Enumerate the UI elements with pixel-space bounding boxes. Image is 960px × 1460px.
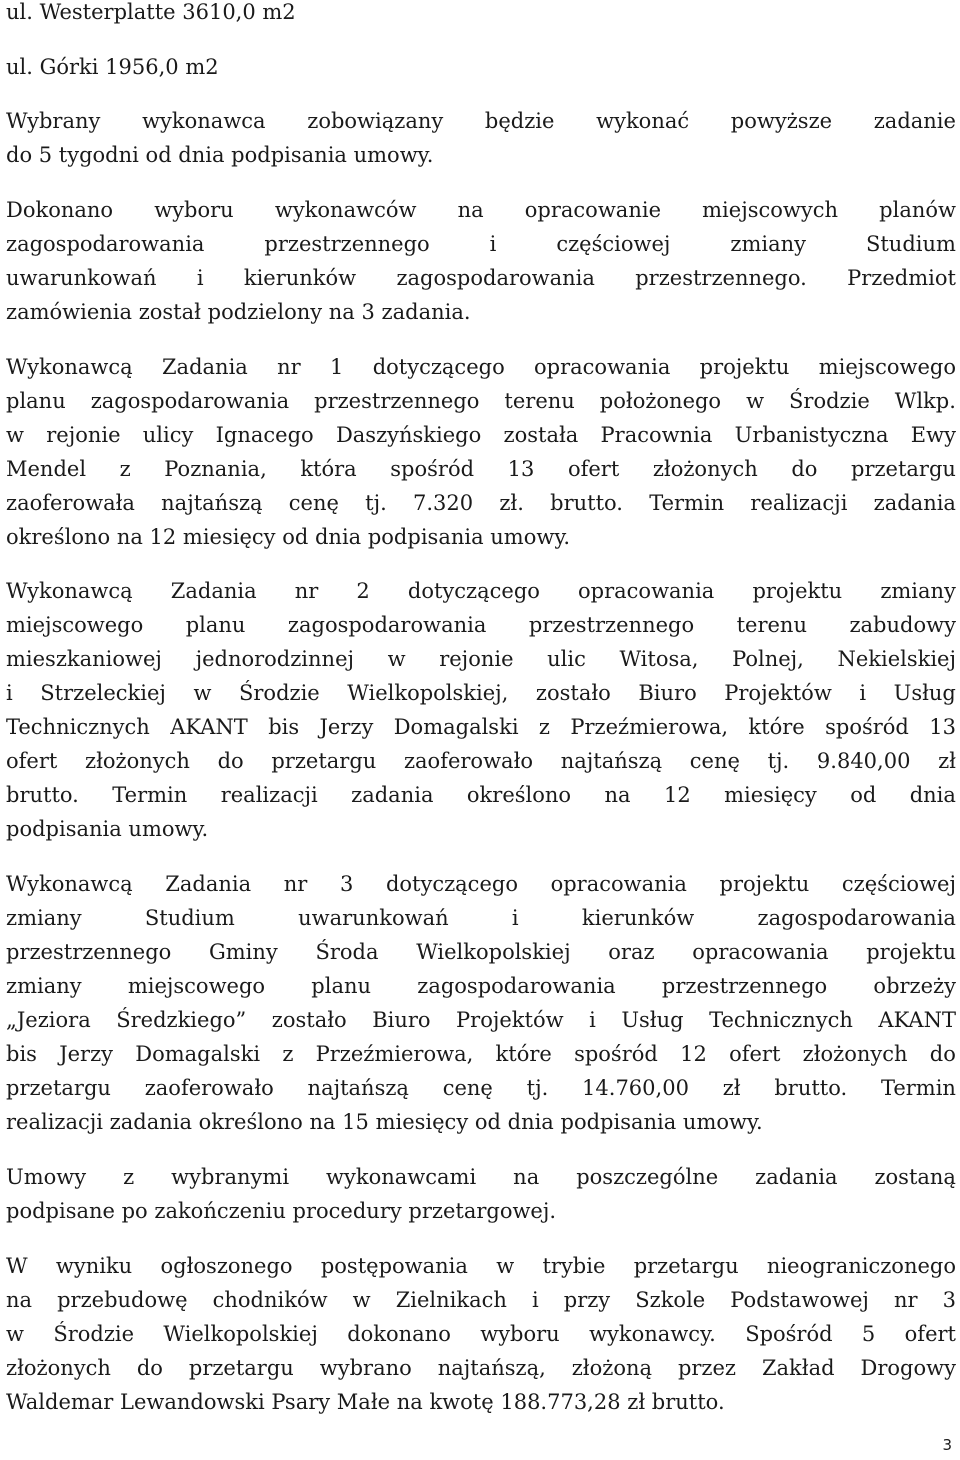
text-line: Umowy z wybranymi wykonawcami na poszczególne zadania zostaną <box>6 1165 956 1189</box>
text-line: W wyniku ogłoszonego postępowania w trybie przetargu nieograniczonego <box>6 1254 956 1278</box>
text-line: ofert złożonych do przetargu zaoferowało najtańszą cenę tj. 9.840,00 zł <box>6 749 956 773</box>
paragraph-8 <box>6 1160 956 1228</box>
text-line: miejscowego planu zagospodarowania przestrzennego terenu zabudowy <box>6 613 956 637</box>
paragraph-7 <box>6 867 956 1139</box>
text-line: podpisane po zakończeniu procedury przetargowej. <box>6 1199 557 1223</box>
text-line: Wykonawcą Zadania nr 1 dotyczącego opracowania projektu miejscowego <box>6 355 956 379</box>
paragraph-9 <box>6 1249 956 1419</box>
text-line: Wykonawcą Zadania nr 2 dotyczącego opracowania projektu zmiany <box>6 579 956 603</box>
text-line: ul. Westerplatte 3610,0 m2 <box>6 0 296 24</box>
paragraph-2 <box>6 50 956 84</box>
text-line: na przebudowę chodników w Zielnikach i przy Szkole Podstawowej nr 3 <box>6 1288 956 1312</box>
text-line: brutto. Termin realizacji zadania określono na 12 miesięcy od dnia <box>6 783 956 807</box>
paragraph-1 <box>6 0 956 29</box>
text-line: bis Jerzy Domagalski z Przeźmierowa, które spośród 12 ofert złożonych do <box>6 1042 956 1066</box>
text-line: Wybrany wykonawca zobowiązany będzie wykonać powyższe zadanie <box>6 109 956 133</box>
text-line: określono na 12 miesięcy od dnia podpisania umowy. <box>6 525 571 549</box>
text-line: i Strzeleckiej w Środzie Wielkopolskiej, zostało Biuro Projektów i Usług <box>6 681 956 705</box>
text-line: w Środzie Wielkopolskiej dokonano wyboru wykonawcy. Spośród 5 ofert <box>6 1322 956 1346</box>
text-line: do 5 tygodni od dnia podpisania umowy. <box>6 143 434 167</box>
text-line: przestrzennego Gminy Środa Wielkopolskiej oraz opracowania projektu <box>6 940 956 964</box>
text-line: „Jeziora Średzkiego” zostało Biuro Projektów i Usług Technicznych AKANT <box>6 1008 956 1032</box>
text-line: mieszkaniowej jednorodzinnej w rejonie ulic Witosa, Polnej, Nekielskiej <box>6 647 956 671</box>
paragraph-3 <box>6 104 956 172</box>
page-number: 3 <box>942 1436 952 1454</box>
paragraph-5 <box>6 350 956 554</box>
text-line: zmiany Studium uwarunkowań i kierunków zagospodarowania <box>6 906 956 930</box>
text-line: ul. Górki 1956,0 m2 <box>6 55 219 79</box>
text-line: zaoferowała najtańszą cenę tj. 7.320 zł. brutto. Termin realizacji zadania <box>6 491 956 515</box>
text-line: Dokonano wyboru wykonawców na opracowanie miejscowych planów <box>6 198 956 222</box>
text-line: Wykonawcą Zadania nr 3 dotyczącego opracowania projektu częściowej <box>6 872 956 896</box>
text-line: realizacji zadania określono na 15 miesięcy od dnia podpisania umowy. <box>6 1110 763 1134</box>
text-line: Technicznych AKANT bis Jerzy Domagalski z Przeźmierowa, które spośród 13 <box>6 715 956 739</box>
text-line: zmiany miejscowego planu zagospodarowania przestrzennego obrzeży <box>6 974 956 998</box>
text-line: planu zagospodarowania przestrzennego terenu położonego w Środzie Wlkp. <box>6 389 956 413</box>
text-line: podpisania umowy. <box>6 817 209 841</box>
paragraph-4 <box>6 193 956 329</box>
text-line: złożonych do przetargu wybrano najtańszą, złożoną przez Zakład Drogowy <box>6 1356 956 1380</box>
text-line: w rejonie ulicy Ignacego Daszyńskiego została Pracownia Urbanistyczna Ewy <box>6 423 956 447</box>
text-line: Mendel z Poznania, która spośród 13 ofert złożonych do przetargu <box>6 457 956 481</box>
text-line: zamówienia został podzielony na 3 zadania. <box>6 300 471 324</box>
text-line: Waldemar Lewandowski Psary Małe na kwotę 188.773,28 zł brutto. <box>6 1390 725 1414</box>
text-line: uwarunkowań i kierunków zagospodarowania przestrzennego. Przedmiot <box>6 266 956 290</box>
text-line: przetargu zaoferowało najtańszą cenę tj. 14.760,00 zł brutto. Termin <box>6 1076 956 1100</box>
text-line: zagospodarowania przestrzennego i częściowej zmiany Studium <box>6 232 956 256</box>
paragraph-6 <box>6 574 956 846</box>
